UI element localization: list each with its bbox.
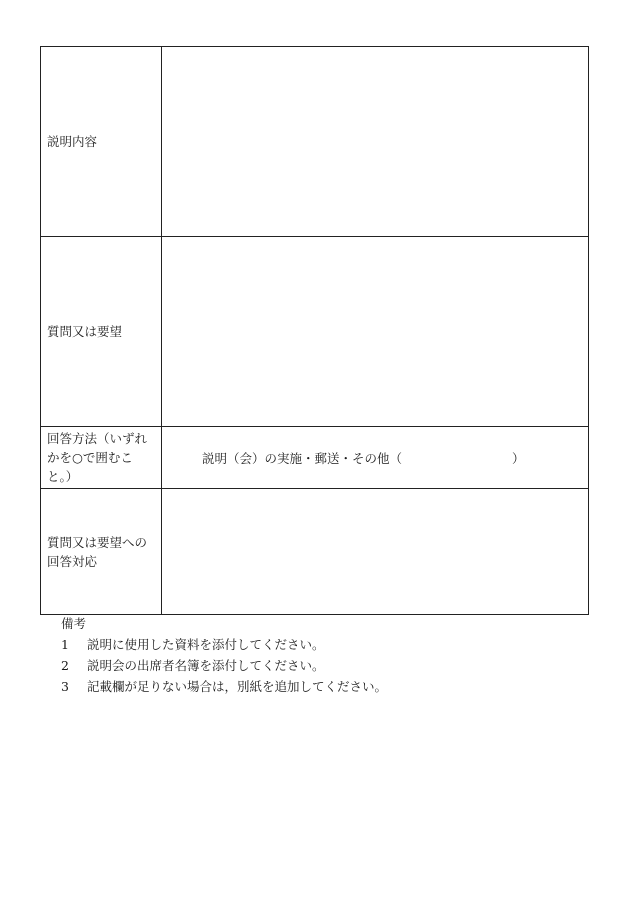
note-text: 説明会の出席者名簿を添付してください。: [87, 658, 325, 673]
note-text: 記載欄が足りない場合は，別紙を追加してください。: [87, 679, 388, 694]
notes-title: 備考: [61, 616, 87, 631]
label-answer-method: 回答方法（いずれかを○で囲むこと。）: [41, 427, 162, 489]
note-text: 説明に使用した資料を添付してください。: [87, 637, 325, 652]
label-explanation: 説明内容: [41, 47, 162, 237]
field-answer[interactable]: [162, 489, 589, 615]
field-answer-method[interactable]: [162, 427, 589, 489]
row-answer: [41, 489, 589, 615]
field-question[interactable]: [162, 237, 589, 427]
field-explanation[interactable]: [162, 47, 589, 237]
note-item-1: [61, 634, 387, 655]
answer-method-close: ）: [512, 450, 525, 466]
label-question: 質問又は要望: [41, 237, 162, 427]
notes-section: [61, 613, 387, 697]
note-item-2: [61, 655, 387, 676]
row-answer-method: [41, 427, 589, 489]
note-number: 3: [61, 679, 69, 694]
label-answer: 質問又は要望への回答対応: [41, 489, 162, 615]
note-number: 2: [61, 658, 69, 673]
row-question: [41, 237, 589, 427]
answer-method-options: [162, 449, 588, 467]
answer-method-text: 説明（会）の実施・郵送・その他（: [202, 450, 403, 466]
note-item-3: [61, 676, 387, 697]
note-number: 1: [61, 637, 69, 652]
report-form-table: [40, 46, 589, 615]
row-explanation: [41, 47, 589, 237]
